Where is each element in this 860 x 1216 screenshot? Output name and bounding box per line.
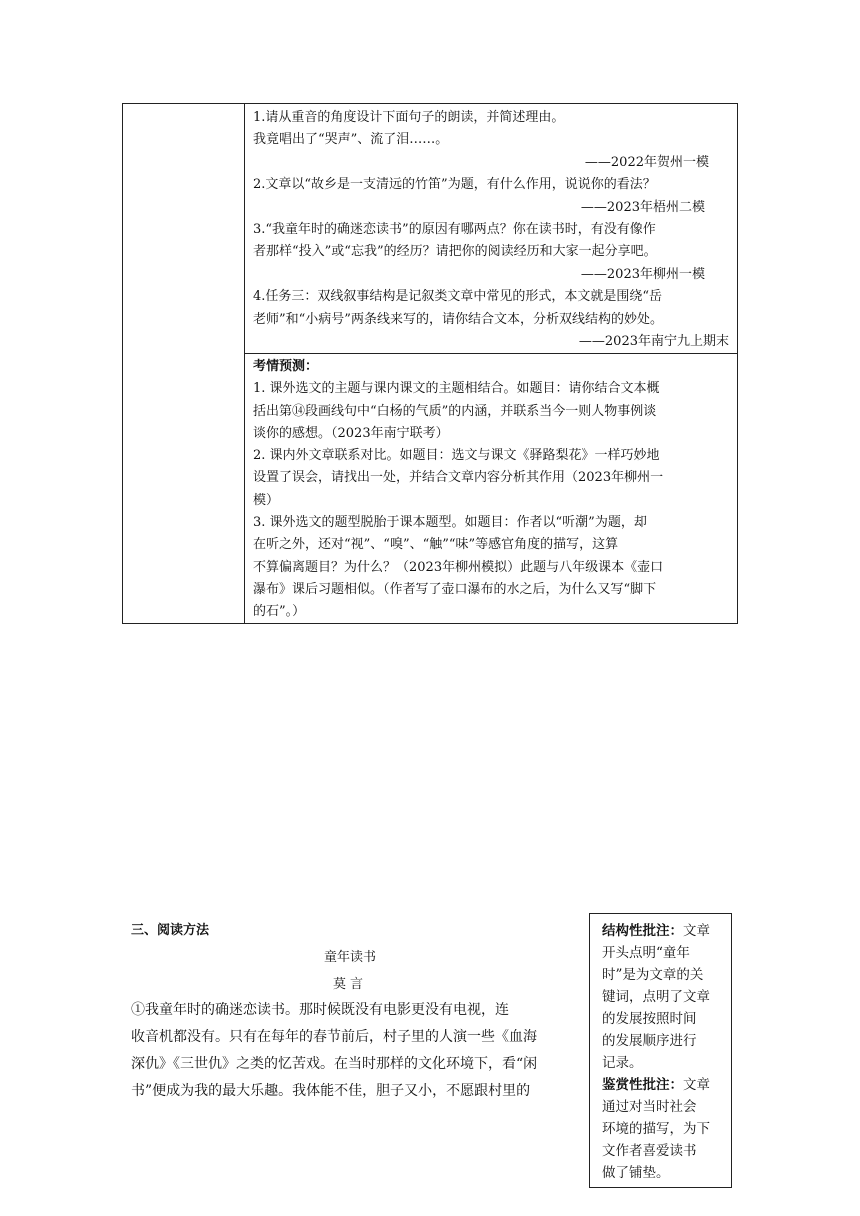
appreciation-annotation-line: 文作者喜爱读书 [602,1143,697,1159]
forecast-line: 在听之外，还对“视”、“嗅”、“触”“味”等感官角度的描写，这算 [253,537,619,553]
questions-cell [253,107,731,353]
question-4-source: ——2023年南宁九上期末 [578,334,729,350]
section-title: 三、阅读方法 [131,923,210,938]
question-3-source: ——2023年柳州一模 [580,266,705,282]
forecast-line: 瀑布》课后习题相似。（作者写了壶口瀑布的水之后，为什么又写“脚下 [253,581,657,597]
question-1-source: ——2022年贺州一模 [584,154,709,170]
question-table [122,103,738,624]
question-4-line-1: 4.任务三：双线叙事结构是记叙类文章中常见的形式，本文就是围绕“岳 [253,289,663,305]
forecast-line: 1. 课外选文的主题与课内课文的主题相结合。如题目：请你结合文本概 [253,381,660,397]
structural-annotation-line: 时”是为文章的关 [602,967,704,983]
forecast-line: 2. 课内外文章联系对比。如题目：选文与课文《驿路梨花》一样巧妙地 [253,448,660,464]
annotation-box [589,913,732,1188]
paragraph-line: 深仇》《三世仇》之类的忆苦戏。在当时那样的文化环境下，看“闲 [131,1056,538,1072]
appreciation-annotation-text: 文章 [683,1077,710,1093]
appreciation-annotation-line: 环境的描写，为下 [602,1121,710,1137]
forecast-line: 不算偏离题目？为什么？（2023年柳州模拟）此题与八年级课本《壶口 [253,559,664,575]
structural-annotation-line: 键词，点明了文章 [602,989,710,1005]
forecast-cell [253,356,731,624]
paragraph-line: 收音机都没有。只有在每年的春节前后，村子里的人演一些《血海 [131,1029,537,1045]
question-1-line-2: 我竟唱出了“哭声”、流了泪……。 [253,132,449,148]
structural-annotation-line: 开头点明“童年 [602,945,690,961]
structural-annotation-line: 记录。 [602,1055,643,1071]
forecast-heading: 考情预测： [253,359,319,374]
question-3-line-1: 3.“我童年时的确迷恋读书”的原因有哪两点？你在读书时，有没有像作 [253,222,656,238]
article-author: 莫言 [332,977,367,992]
appreciation-annotation-label: 鉴赏性批注： [602,1077,683,1093]
column-divider [244,104,245,623]
forecast-line: 3. 课外选文的题型脱胎于课本题型。如题目：作者以“听潮”为题，却 [253,515,647,531]
question-2-line-1: 2.文章以“故乡是一支清远的竹笛”为题，有什么作用，说说你的看法？ [253,177,656,193]
forecast-line: 设置了误会，请找出一处，并结合文章内容分析其作用（2023年柳州一 [253,470,664,486]
paragraph-line: 书”便成为我的最大乐趣。我体能不佳，胆子又小，不愿跟村里的 [131,1083,531,1099]
forecast-line: 模） [253,492,280,508]
question-4-line-2: 老师”和“小病号”两条线来写的，请你结合文本，分析双线结构的妙处。 [253,311,663,327]
forecast-line: 的石”。） [253,604,306,620]
question-2-source: ——2023年梧州二模 [580,199,705,215]
structural-annotation-text: 文章 [683,923,710,939]
article-paragraph [131,997,577,1105]
article-title: 童年读书 [323,950,376,965]
structural-annotation-label: 结构性批注： [602,923,683,939]
structural-annotation-line: 的发展按照时间 [602,1011,697,1027]
forecast-line: 谈你的感想。（2023年南宁联考） [253,425,449,441]
paragraph-line: ①我童年时的确迷恋读书。那时候既没有电影更没有电视，连 [131,1002,509,1018]
appreciation-annotation-line: 做了铺垫。 [602,1165,670,1181]
appreciation-annotation-line: 通过对当时社会 [602,1099,697,1115]
structural-annotation-line: 的发展顺序进行 [602,1033,697,1049]
forecast-line: 括出第⑭段画线句中“白杨的气质”的内涵，并联系当今一则人物事例谈 [253,403,657,419]
question-3-line-2: 者那样“投入”或“忘我”的经历？请把你的阅读经历和大家一起分享吧。 [253,244,657,260]
question-1-line-1: 1.请从重音的角度设计下面句子的朗读，并简述理由。 [253,110,565,125]
